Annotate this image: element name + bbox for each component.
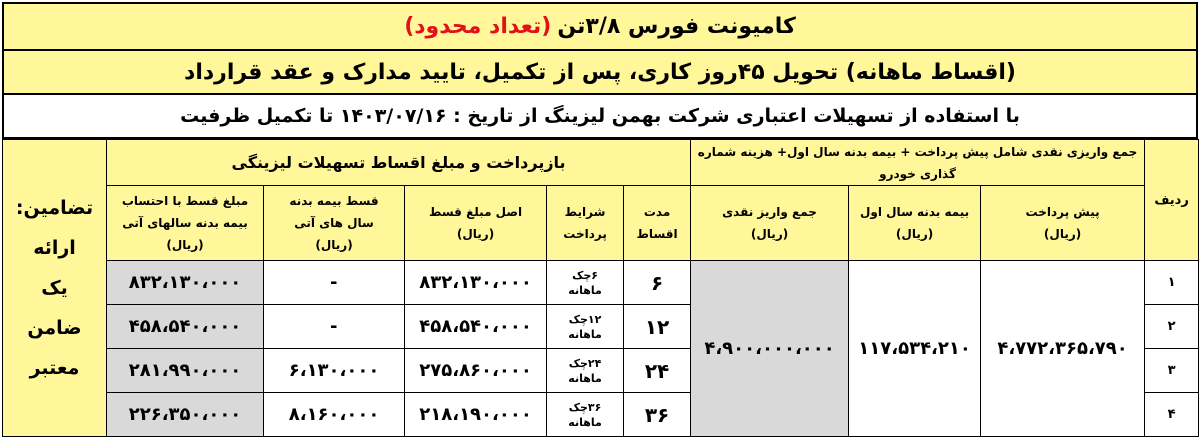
unit-label: (ریال)	[315, 238, 353, 252]
unit-label: (ریال)	[750, 227, 789, 241]
row-number: ۱	[1145, 261, 1199, 305]
shared-total-cash: ۴،۹۰۰،۰۰۰،۰۰۰	[691, 261, 849, 437]
cond-line: ماهانه	[568, 327, 602, 341]
header-installment-total	[107, 186, 264, 261]
cond-line: ماهانه	[568, 415, 602, 429]
header-insurance-installment	[264, 186, 405, 261]
unit-label: (ریال)	[1043, 227, 1082, 241]
row-conditions	[547, 349, 624, 393]
header-label: شرایط	[564, 205, 606, 219]
header-label: پیش پرداخت	[1025, 205, 1100, 219]
row-conditions	[547, 261, 624, 305]
row-installment-total: ۲۲۶،۳۵۰،۰۰۰	[107, 393, 264, 437]
row-principal: ۲۷۵،۸۶۰،۰۰۰	[405, 349, 547, 393]
header-label: اقساط	[636, 227, 678, 241]
row-principal: ۲۱۸،۱۹۰،۰۰۰	[405, 393, 547, 437]
title-limited-badge: (تعداد محدود)	[404, 14, 552, 39]
guarantee-line: معتبر	[29, 357, 80, 379]
row-duration: ۲۴	[624, 349, 691, 393]
title-line-2: (اقساط ماهانه) تحویل ۴۵روز کاری، پس از تکمیل، تایید مدارک و عقد قرارداد	[2, 49, 1198, 95]
guarantee-line: تضامین:	[15, 197, 94, 219]
row-duration: ۶	[624, 261, 691, 305]
header-label: پرداخت	[563, 227, 607, 241]
header-label: مبلغ قسط با احتساب	[121, 194, 249, 208]
header-prepayment	[981, 186, 1145, 261]
unit-label: (ریال)	[456, 227, 495, 241]
row-duration: ۱۲	[624, 305, 691, 349]
row-conditions	[547, 393, 624, 437]
header-conditions	[547, 186, 624, 261]
shared-prepayment: ۴،۷۷۲،۳۶۵،۷۹۰	[981, 261, 1145, 437]
title-line-3	[2, 95, 1198, 139]
unit-label: (ریال)	[895, 227, 934, 241]
row-number: ۲	[1145, 305, 1199, 349]
cond-line: ۶چک	[572, 268, 598, 282]
guarantee-line: ضامن	[27, 317, 82, 339]
row-installment-total: ۸۳۲،۱۳۰،۰۰۰	[107, 261, 264, 305]
header-label: بیمه بدنه سالهای آتی	[122, 216, 248, 230]
row-insurance-installment: -	[264, 261, 405, 305]
header-principal	[405, 186, 547, 261]
row-number: ۴	[1145, 393, 1199, 437]
title-main: کامیونت فورس ۳/۸تن	[557, 14, 796, 39]
cond-line: ماهانه	[568, 371, 602, 385]
title-line-3a: با استفاده از تسهیلات اعتباری شرکت بهمن لیزینگ از تاریخ : ۱۴۰۳/۰۷/۱۶ تا تکمیل ظرفیت	[180, 105, 1020, 127]
header-label: بیمه بدنه سال اول	[859, 205, 970, 219]
header-label: سال های آتی	[294, 216, 374, 230]
header-total-cash	[691, 186, 849, 261]
header-label: جمع واریز نقدی	[722, 205, 817, 219]
shared-insurance-first-year: ۱۱۷،۵۳۴،۲۱۰	[849, 261, 981, 437]
header-label: قسط بیمه بدنه	[289, 194, 379, 208]
header-row-no: ردیف	[1145, 140, 1199, 261]
header-label: اصل مبلغ قسط	[428, 205, 523, 219]
header-payment-group: جمع واریزی نقدی شامل پیش پرداخت + بیمه بدنه سال اول+ هزینه شماره گذاری خودرو	[691, 140, 1145, 186]
cond-line: ۱۲چک	[568, 312, 602, 326]
cond-line: ماهانه	[568, 283, 602, 297]
row-duration: ۳۶	[624, 393, 691, 437]
unit-label: (ریال)	[166, 238, 204, 252]
row-insurance-installment: -	[264, 305, 405, 349]
price-sheet	[2, 2, 1198, 436]
row-number: ۳	[1145, 349, 1199, 393]
title-line-1	[2, 2, 1198, 49]
header-duration	[624, 186, 691, 261]
cond-line: ۳۶چک	[568, 400, 602, 414]
header-label: مدت	[643, 205, 671, 219]
row-installment-total: ۴۵۸،۵۴۰،۰۰۰	[107, 305, 264, 349]
installment-table	[2, 139, 1199, 437]
row-installment-total: ۲۸۱،۹۹۰،۰۰۰	[107, 349, 264, 393]
cond-line: ۲۴چک	[568, 356, 602, 370]
row-principal: ۸۳۲،۱۳۰،۰۰۰	[405, 261, 547, 305]
row-insurance-installment: ۶،۱۳۰،۰۰۰	[264, 349, 405, 393]
row-insurance-installment: ۸،۱۶۰،۰۰۰	[264, 393, 405, 437]
header-leasing-group: بازپرداخت و مبلغ اقساط تسهیلات لیزینگی	[107, 140, 691, 186]
guarantee-line: یک	[41, 277, 68, 299]
guarantee-line: ارائه	[33, 237, 76, 259]
row-principal: ۴۵۸،۵۴۰،۰۰۰	[405, 305, 547, 349]
row-conditions	[547, 305, 624, 349]
header-insurance-first-year	[849, 186, 981, 261]
guarantee-cell	[3, 140, 107, 437]
